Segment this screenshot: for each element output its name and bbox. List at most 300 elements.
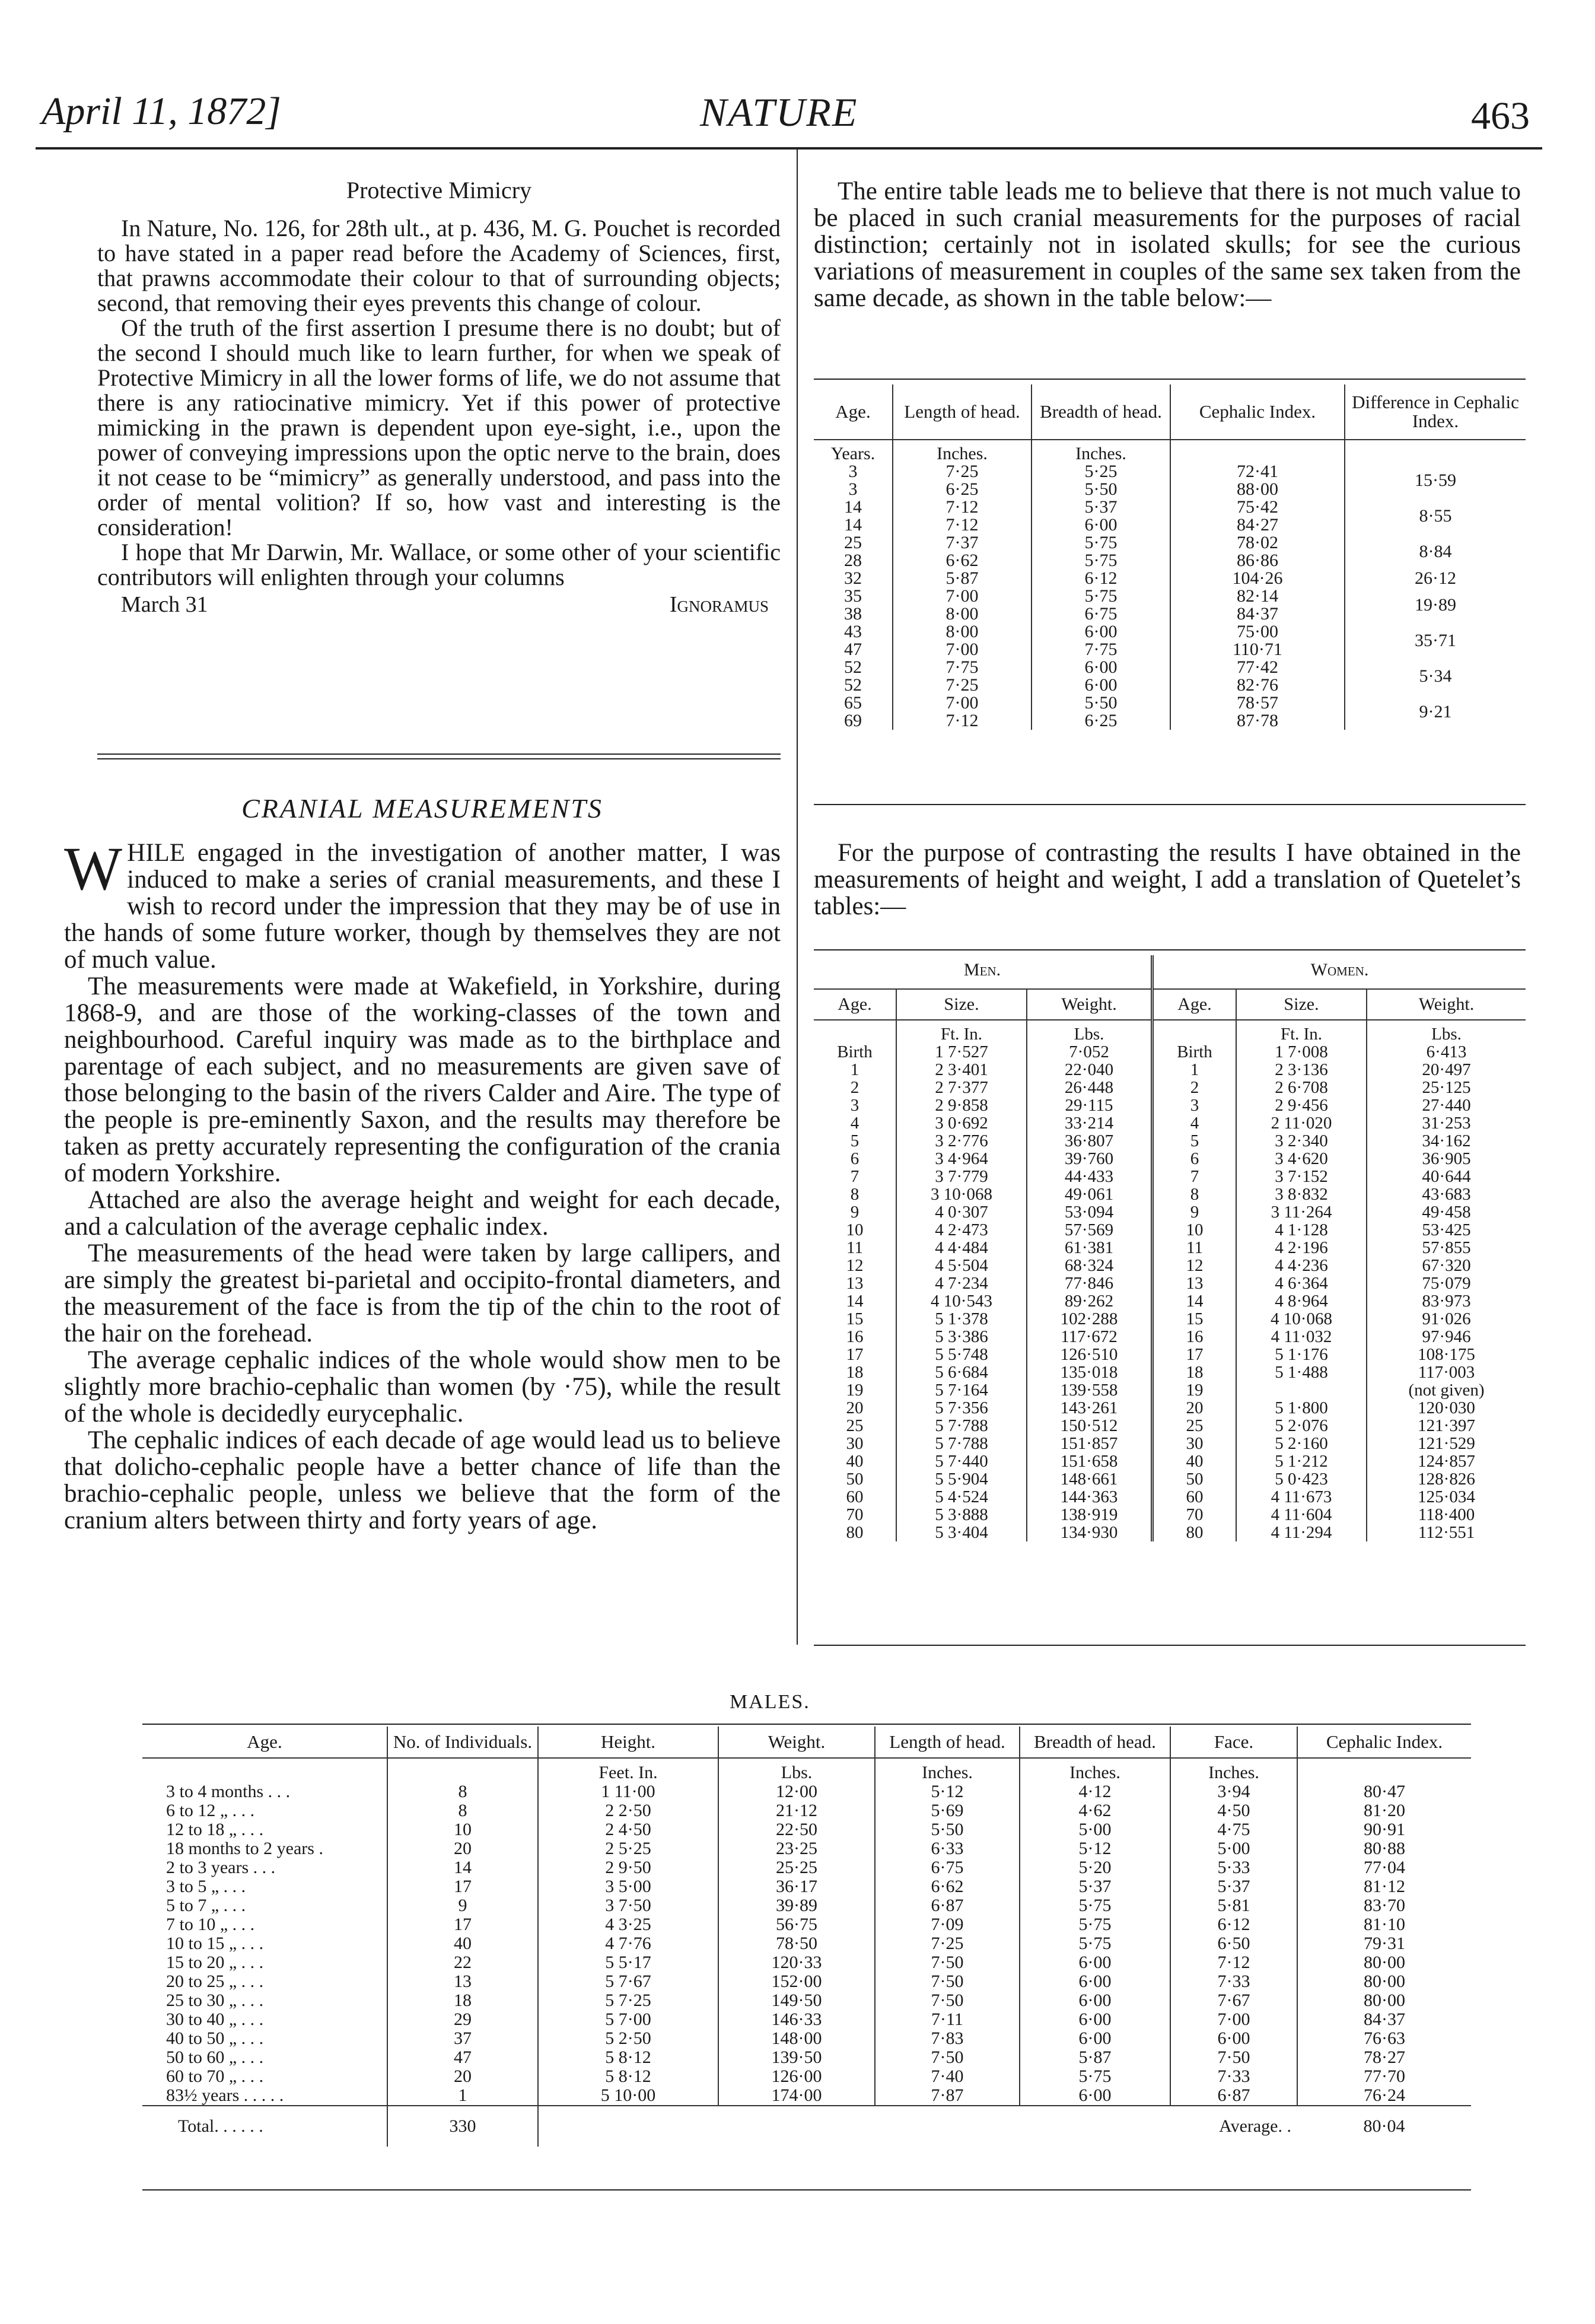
cell-cephalic-index: 76·63: [1297, 2029, 1471, 2048]
cell-age: 10 to 15 „ . . .: [166, 1934, 264, 1953]
cell-men-weight: 77·846: [1027, 1274, 1153, 1292]
cell-height: 5 8·12: [538, 2067, 718, 2086]
cell-men-size: 5 3·404: [896, 1524, 1027, 1541]
cell-weight: 25·25: [718, 1858, 875, 1877]
cell-weight: 78·50: [718, 1934, 875, 1953]
cell-women-age: 20: [1153, 1399, 1237, 1417]
cell-women-age: 2: [1153, 1079, 1237, 1096]
mimicry-paragraph: I hope that Mr Darwin, Mr. Wallace, or some other of your scientific contributors will enlighten through your columns: [97, 539, 781, 590]
cell-age: 7 to 10 „ . . .: [166, 1915, 255, 1934]
cell-women-weight: 6·413: [1367, 1043, 1526, 1061]
cell-age: 15 to 20 „ . . .: [166, 1953, 264, 1972]
cell-women-age: 5: [1153, 1132, 1237, 1150]
cell-weight: 120·33: [718, 1953, 875, 1972]
cell-height: 5 5·17: [538, 1953, 718, 1972]
cell-men-weight: 151·658: [1027, 1452, 1153, 1470]
cell-women-age: 7: [1153, 1168, 1237, 1185]
quetelet-row: [814, 1292, 1526, 1310]
cell-length: 7·87: [875, 2086, 1020, 2106]
total-label: Total. . . . . .: [142, 2106, 387, 2147]
table-top-rule: [814, 379, 1526, 380]
cell-face: 7·12: [1170, 1953, 1297, 1972]
quetelet-row: [814, 1043, 1526, 1061]
cell-men-weight: 57·569: [1027, 1221, 1153, 1239]
cell-men-weight: 144·363: [1027, 1488, 1153, 1506]
cell-men-size: 1 7·527: [896, 1043, 1027, 1061]
cell-men-weight: 134·930: [1027, 1524, 1153, 1541]
males-bottom-rule: [142, 2189, 1471, 2191]
cell-men-age: 17: [846, 1345, 864, 1364]
cell-age: 43: [844, 622, 862, 641]
cell-cephalic: 75·42: [1170, 498, 1345, 516]
cell-weight: 22·50: [718, 1820, 875, 1839]
cell-men-size: 2 3·401: [896, 1061, 1027, 1079]
cell-men-size: 5 7·788: [896, 1417, 1027, 1435]
males-row: [142, 2010, 1471, 2029]
cell-face: 7·50: [1170, 2048, 1297, 2067]
cell-age: 40 to 50 „ . . .: [166, 2029, 264, 2048]
cell-breadth: 6·00: [1020, 2029, 1170, 2048]
cell-women-size: 3 4·620: [1236, 1150, 1367, 1168]
cell-men-age: 9: [850, 1203, 859, 1222]
cell-age: 25: [844, 533, 862, 552]
cell-men-age: 19: [846, 1381, 864, 1400]
cell-age: 5 to 7 „ . . .: [166, 1896, 246, 1915]
cell-breadth: 5·12: [1020, 1839, 1170, 1858]
cell-height: 2 4·50: [538, 1820, 718, 1839]
cell-women-size: 1 7·008: [1236, 1043, 1367, 1061]
cell-individuals: 1: [387, 2086, 538, 2106]
cell-height: 1 11·00: [538, 1782, 718, 1801]
cell-height: 4 3·25: [538, 1915, 718, 1934]
cell-women-weight: 67·320: [1367, 1257, 1526, 1274]
cell-age: 50 to 60 „ . . .: [166, 2048, 264, 2067]
cell-face: 5·33: [1170, 1858, 1297, 1877]
cell-women-age: Birth: [1153, 1043, 1237, 1061]
cell-breadth: 6·00: [1032, 623, 1170, 641]
cell-breadth: 6·12: [1032, 570, 1170, 587]
cell-length: 5·87: [893, 570, 1032, 587]
cell-age: 32: [844, 568, 862, 588]
cell-length: 7·00: [893, 694, 1032, 712]
cell-men-size: 5 4·524: [896, 1488, 1027, 1506]
males-top-rule: [142, 1724, 1471, 1725]
cell-women-weight: 40·644: [1367, 1168, 1526, 1185]
cell-women-size: 4 6·364: [1236, 1274, 1367, 1292]
cell-length: 7·83: [875, 2029, 1020, 2048]
cell-weight: 139·50: [718, 2048, 875, 2067]
cell-age: 52: [844, 657, 862, 677]
cell-individuals: 37: [387, 2029, 538, 2048]
cell-women-size: 3 7·152: [1236, 1168, 1367, 1185]
cell-women-size: 4 2·196: [1236, 1239, 1367, 1257]
cell-cephalic-index: 79·31: [1297, 1934, 1471, 1953]
quetelet-row: [814, 1363, 1526, 1381]
cell-women-weight: 25·125: [1367, 1079, 1526, 1096]
cell-men-weight: 150·512: [1027, 1417, 1153, 1435]
cell-women-age: 3: [1153, 1096, 1237, 1114]
cell-women-age: 40: [1153, 1452, 1237, 1470]
cell-women-weight: 36·905: [1367, 1150, 1526, 1168]
cell-men-weight: 36·807: [1027, 1132, 1153, 1150]
cell-women-size: 4 1·128: [1236, 1221, 1367, 1239]
males-row: [142, 2048, 1471, 2067]
cell-women-size: 2 3·136: [1236, 1061, 1367, 1079]
cell-cephalic-index: 84·37: [1297, 2010, 1471, 2029]
cell-age: 69: [844, 711, 862, 730]
cell-face: 5·81: [1170, 1896, 1297, 1915]
women-group-header: Women.: [1153, 955, 1526, 989]
cell-men-weight: 102·288: [1027, 1310, 1153, 1328]
total-individuals: 330: [387, 2106, 538, 2147]
cell-age: 14: [844, 515, 862, 535]
cell-women-weight: 34·162: [1367, 1132, 1526, 1150]
cell-breadth: 6·00: [1032, 516, 1170, 534]
cell-individuals: 13: [387, 1972, 538, 1991]
cell-length: 5·69: [875, 1801, 1020, 1820]
males-row: [142, 1820, 1471, 1839]
mimicry-title: Protective Mimicry: [346, 177, 532, 204]
right-intro: [814, 178, 1521, 311]
cell-women-size: 4 11·294: [1236, 1524, 1367, 1541]
cell-length: 8·00: [893, 605, 1032, 623]
cell-length: 7·50: [875, 1991, 1020, 2010]
cell-women-weight: 75·079: [1367, 1274, 1526, 1292]
males-row: [142, 1839, 1471, 1858]
cell-men-age: 18: [846, 1363, 864, 1382]
right-quetelet-intro: [814, 840, 1521, 920]
cell-men-weight: 126·510: [1027, 1346, 1153, 1363]
header-difference: Difference in Cephalic Index.: [1345, 384, 1526, 440]
cell-men-size: 4 10·543: [896, 1292, 1027, 1310]
cell-men-weight: 7·052: [1027, 1043, 1153, 1061]
cell-men-weight: 39·760: [1027, 1150, 1153, 1168]
cell-men-age: Birth: [837, 1042, 873, 1061]
mimicry-paragraph: In Nature, No. 126, for 28th ult., at p. 436, M. G. Pouchet is recorded to have stated in a paper read before the Academy of Sciences, first, that prawns accommodate their colour to that of surrounding objects; second, that removing their eyes prevents this change of colour.: [97, 215, 781, 316]
cell-men-weight: 33·214: [1027, 1114, 1153, 1132]
males-row: [142, 1896, 1471, 1915]
males-total-row: [142, 2106, 1471, 2147]
cell-length: 8·00: [893, 623, 1032, 641]
cell-breadth: 5·75: [1020, 1934, 1170, 1953]
cell-cephalic: 77·42: [1170, 659, 1345, 676]
cell-men-size: 5 3·888: [896, 1506, 1027, 1524]
males-row: [142, 1953, 1471, 1972]
cell-age: 83½ years . . . . .: [166, 2085, 284, 2105]
cell-men-weight: 138·919: [1027, 1506, 1153, 1524]
cell-men-size: 4 2·473: [896, 1221, 1027, 1239]
cell-cephalic-index: 81·20: [1297, 1801, 1471, 1820]
cell-women-weight: 121·529: [1367, 1435, 1526, 1452]
article-paragraph: The cephalic indices of each decade of age would lead us to believe that dolicho-cephalic people have a better chance of life than the brachio-cephalic people, unless we believe that the form of the cranium alters between thirty and forty years of age.: [64, 1426, 781, 1534]
couples-row: [814, 694, 1526, 712]
quetelet-row: [814, 1346, 1526, 1363]
cell-individuals: 17: [387, 1915, 538, 1934]
cell-women-weight: 27·440: [1367, 1096, 1526, 1114]
cell-women-age: 30: [1153, 1435, 1237, 1452]
males-row: [142, 1877, 1471, 1896]
cell-length: 6·62: [875, 1877, 1020, 1896]
quetelet-row: [814, 1203, 1526, 1221]
cell-age: 3 to 4 months . . .: [166, 1782, 291, 1801]
cell-weight: 36·17: [718, 1877, 875, 1896]
quetelet-row: [814, 1274, 1526, 1292]
cell-individuals: 8: [387, 1782, 538, 1801]
cell-breadth: 5·75: [1032, 534, 1170, 552]
cell-age: 2 to 3 years . . .: [166, 1858, 276, 1877]
cell-men-age: 8: [850, 1185, 859, 1204]
cell-breadth: 5·75: [1032, 552, 1170, 570]
cell-women-age: 13: [1153, 1274, 1237, 1292]
cell-men-size: 5 5·904: [896, 1470, 1027, 1488]
cell-breadth: 6·00: [1020, 2086, 1170, 2106]
cell-breadth: 5·75: [1020, 2067, 1170, 2086]
cell-age: 47: [844, 640, 862, 659]
quetelet-row: [814, 1399, 1526, 1417]
cell-individuals: 40: [387, 1934, 538, 1953]
cell-length: 7·50: [875, 1972, 1020, 1991]
cell-length: 6·75: [875, 1858, 1020, 1877]
cell-men-size: 2 9·858: [896, 1096, 1027, 1114]
cell-women-age: 6: [1153, 1150, 1237, 1168]
cell-difference: 19·89: [1345, 587, 1526, 623]
males-header-row: Age. No. of Individuals. Height. Weight. Length of head. Breadth of head. Face. Cephalic Index.: [142, 1727, 1471, 1758]
cell-age: 38: [844, 604, 862, 624]
cell-cephalic-index: 80·00: [1297, 1972, 1471, 1991]
section-double-rule: [97, 754, 781, 755]
cell-breadth: 6·25: [1032, 712, 1170, 730]
cell-individuals: 17: [387, 1877, 538, 1896]
quetelet-row: [814, 1452, 1526, 1470]
cell-men-age: 15: [846, 1309, 864, 1328]
cell-age: 25 to 30 „ . . .: [166, 1991, 264, 2010]
cell-height: 2 5·25: [538, 1839, 718, 1858]
cell-women-size: 3 11·264: [1236, 1203, 1367, 1221]
cell-breadth: 6·00: [1020, 2010, 1170, 2029]
cell-age: 3: [848, 479, 858, 499]
cell-height: 5 8·12: [538, 2048, 718, 2067]
cell-men-weight: 89·262: [1027, 1292, 1153, 1310]
cell-breadth: 4·12: [1020, 1782, 1170, 1801]
quetelet-intro: For the purpose of contrasting the results I have obtained in the measurements of height and weight, I add a translation of Quetelet’s tables:—: [814, 839, 1521, 920]
cell-women-weight: 97·946: [1367, 1328, 1526, 1346]
cell-women-age: 19: [1153, 1381, 1237, 1399]
quetelet-row: [814, 1239, 1526, 1257]
males-units-row: Feet. In. Lbs. Inches. Inches. Inches.: [142, 1758, 1471, 1782]
quetelet-row: [814, 1168, 1526, 1185]
cell-breadth: 5·20: [1020, 1858, 1170, 1877]
cell-men-weight: 135·018: [1027, 1363, 1153, 1381]
cell-length: 7·12: [893, 516, 1032, 534]
cell-cephalic-index: 83·70: [1297, 1896, 1471, 1915]
cell-men-age: 3: [850, 1096, 859, 1115]
average-index: 80·04: [1297, 2106, 1471, 2147]
cell-height: 3 7·50: [538, 1896, 718, 1915]
cell-cephalic-index: 76·24: [1297, 2086, 1471, 2106]
cell-length: 7·40: [875, 2067, 1020, 2086]
cell-length: 7·50: [875, 1953, 1020, 1972]
cell-men-age: 25: [846, 1416, 864, 1435]
cell-age: 3 to 5 „ . . .: [166, 1877, 246, 1896]
males-row: [142, 2067, 1471, 2086]
couples-row: [814, 498, 1526, 516]
cell-height: 5 7·67: [538, 1972, 718, 1991]
cell-women-size: 5 1·212: [1236, 1452, 1367, 1470]
quetelet-row: [814, 1114, 1526, 1132]
mimicry-paragraph: Of the truth of the first assertion I presume there is no doubt; but of the second I should much like to learn further, for when we speak of Protective Mimicry in all the lower forms of life, we do not assume that there is any ratiocinative mimicry. Yet if this power of protective mimicking in the prawn is dependent upon eye-sight, i.e., upon the power of conveying impressions upon the optic nerve to the brain, does it not cease to be “mimicry” as generally understood, and pass into the order of mental volition? If so, how vast and interesting is the consideration!: [97, 314, 781, 541]
cell-men-age: 4: [850, 1114, 859, 1133]
cell-men-size: 3 2·776: [896, 1132, 1027, 1150]
table-top-rule: [814, 949, 1526, 950]
cell-weight: 126·00: [718, 2067, 875, 2086]
quetelet-row: [814, 1310, 1526, 1328]
cell-age: 30 to 40 „ . . .: [166, 2010, 264, 2029]
cell-age: 12 to 18 „ . . .: [166, 1820, 264, 1839]
cell-women-age: 50: [1153, 1470, 1237, 1488]
cell-weight: 149·50: [718, 1991, 875, 2010]
cell-cephalic: 78·02: [1170, 534, 1345, 552]
cell-men-weight: 151·857: [1027, 1435, 1153, 1452]
cell-cephalic: 82·14: [1170, 587, 1345, 605]
cell-individuals: 10: [387, 1820, 538, 1839]
cell-women-weight: 91·026: [1367, 1310, 1526, 1328]
cell-women-size: 2 11·020: [1236, 1114, 1367, 1132]
cell-men-size: 5 7·356: [896, 1399, 1027, 1417]
cell-women-age: 10: [1153, 1221, 1237, 1239]
cell-face: 5·00: [1170, 1839, 1297, 1858]
cell-men-weight: 26·448: [1027, 1079, 1153, 1096]
cell-age: 65: [844, 693, 862, 713]
cell-difference: 35·71: [1345, 623, 1526, 659]
cell-women-age: 25: [1153, 1417, 1237, 1435]
cell-men-age: 12: [846, 1256, 864, 1275]
cell-cephalic-index: 77·04: [1297, 1858, 1471, 1877]
cell-breadth: 5·00: [1020, 1820, 1170, 1839]
quetelet-units-row: Ft. In. Lbs. Ft. In. Lbs.: [814, 1020, 1526, 1043]
cell-cephalic: 72·41: [1170, 463, 1345, 481]
cell-women-size: 2 6·708: [1236, 1079, 1367, 1096]
cell-weight: 174·00: [718, 2086, 875, 2106]
cell-men-age: 20: [846, 1398, 864, 1417]
couples-header-row: [814, 384, 1526, 440]
cell-height: 5 7·25: [538, 1991, 718, 2010]
cell-age: 52: [844, 675, 862, 695]
header-cephalic: Cephalic Index.: [1170, 384, 1345, 440]
cell-weight: 56·75: [718, 1915, 875, 1934]
cell-breadth: 4·62: [1020, 1801, 1170, 1820]
cell-men-weight: 22·040: [1027, 1061, 1153, 1079]
header-length: Length of head.: [893, 384, 1032, 440]
cell-women-age: 60: [1153, 1488, 1237, 1506]
cell-women-weight: 31·253: [1367, 1114, 1526, 1132]
cell-age: 6 to 12 „ . . .: [166, 1801, 255, 1820]
cell-men-age: 14: [846, 1292, 864, 1311]
cell-women-size: 4 10·068: [1236, 1310, 1367, 1328]
cell-women-weight: 120·030: [1367, 1399, 1526, 1417]
quetelet-row: [814, 1328, 1526, 1346]
cell-women-size: 2 9·456: [1236, 1096, 1367, 1114]
couples-row: [814, 463, 1526, 481]
cell-difference: 5·34: [1345, 659, 1526, 694]
cell-length: 6·25: [893, 481, 1032, 498]
cell-men-size: 4 5·504: [896, 1257, 1027, 1274]
cell-men-weight: 139·558: [1027, 1381, 1153, 1399]
cell-women-weight: 121·397: [1367, 1417, 1526, 1435]
cell-individuals: 22: [387, 1953, 538, 1972]
cell-men-weight: 61·381: [1027, 1239, 1153, 1257]
cell-weight: 146·33: [718, 2010, 875, 2029]
cell-women-weight: (not given): [1367, 1381, 1526, 1399]
cell-women-size: 3 8·832: [1236, 1185, 1367, 1203]
cell-cephalic-index: 80·88: [1297, 1839, 1471, 1858]
cell-women-size: 5 2·076: [1236, 1417, 1367, 1435]
males-row: [142, 1972, 1471, 1991]
article-paragraph: The average cephalic indices of the whole would show men to be slightly more brachio-cephalic than women (by ·75), while the result of the whole is decidedly eurycephalic.: [64, 1346, 781, 1428]
cell-cephalic: 86·86: [1170, 552, 1345, 570]
males-row: [142, 1934, 1471, 1953]
couples-units-row: Years. Inches. Inches.: [814, 440, 1526, 463]
cell-face: 6·00: [1170, 2029, 1297, 2048]
cell-individuals: 20: [387, 2067, 538, 2086]
cell-men-weight: 49·061: [1027, 1185, 1153, 1203]
cell-women-weight: 112·551: [1367, 1524, 1526, 1541]
cell-height: 2 9·50: [538, 1858, 718, 1877]
cell-breadth: 5·37: [1032, 498, 1170, 516]
cell-length: 7·11: [875, 2010, 1020, 2029]
cell-face: 7·67: [1170, 1991, 1297, 2010]
cell-individuals: 8: [387, 1801, 538, 1820]
cell-length: 5·50: [875, 1820, 1020, 1839]
cell-men-age: 13: [846, 1274, 864, 1293]
journal-title: NATURE: [700, 90, 858, 135]
cell-breadth: 5·37: [1020, 1877, 1170, 1896]
cell-women-weight: 20·497: [1367, 1061, 1526, 1079]
cell-men-size: 3 7·779: [896, 1168, 1027, 1185]
cell-men-age: 11: [846, 1238, 863, 1257]
males-row: [142, 1858, 1471, 1877]
cell-men-size: 5 6·684: [896, 1363, 1027, 1381]
cell-weight: 12·00: [718, 1782, 875, 1801]
cell-women-weight: 83·973: [1367, 1292, 1526, 1310]
quetelet-row: [814, 1132, 1526, 1150]
cell-men-size: 5 3·386: [896, 1328, 1027, 1346]
cell-women-weight: 117·003: [1367, 1363, 1526, 1381]
cell-women-weight: 124·857: [1367, 1452, 1526, 1470]
cell-women-size: 5 1·488: [1236, 1363, 1367, 1381]
cell-women-age: 12: [1153, 1257, 1237, 1274]
cell-weight: 39·89: [718, 1896, 875, 1915]
quetelet-group-row: [814, 955, 1526, 989]
cell-cephalic: 75·00: [1170, 623, 1345, 641]
average-label: Average. .: [538, 2106, 1297, 2147]
cell-women-size: 3 2·340: [1236, 1132, 1367, 1150]
cell-women-weight: 49·458: [1367, 1203, 1526, 1221]
cell-women-size: [1236, 1381, 1367, 1399]
cell-cephalic: 110·71: [1170, 641, 1345, 659]
cell-men-weight: 148·661: [1027, 1470, 1153, 1488]
cell-length: 7·50: [875, 2048, 1020, 2067]
quetelet-row: [814, 1470, 1526, 1488]
quetelet-row: [814, 1185, 1526, 1203]
cell-length: 7·09: [875, 1915, 1020, 1934]
cell-difference: 8·55: [1345, 498, 1526, 534]
quetelet-row: [814, 1488, 1526, 1506]
cell-length: 7·12: [893, 712, 1032, 730]
table-bottom-rule: [814, 804, 1526, 805]
cell-breadth: 6·00: [1032, 659, 1170, 676]
cell-weight: 21·12: [718, 1801, 875, 1820]
quetelet-row: [814, 1079, 1526, 1096]
